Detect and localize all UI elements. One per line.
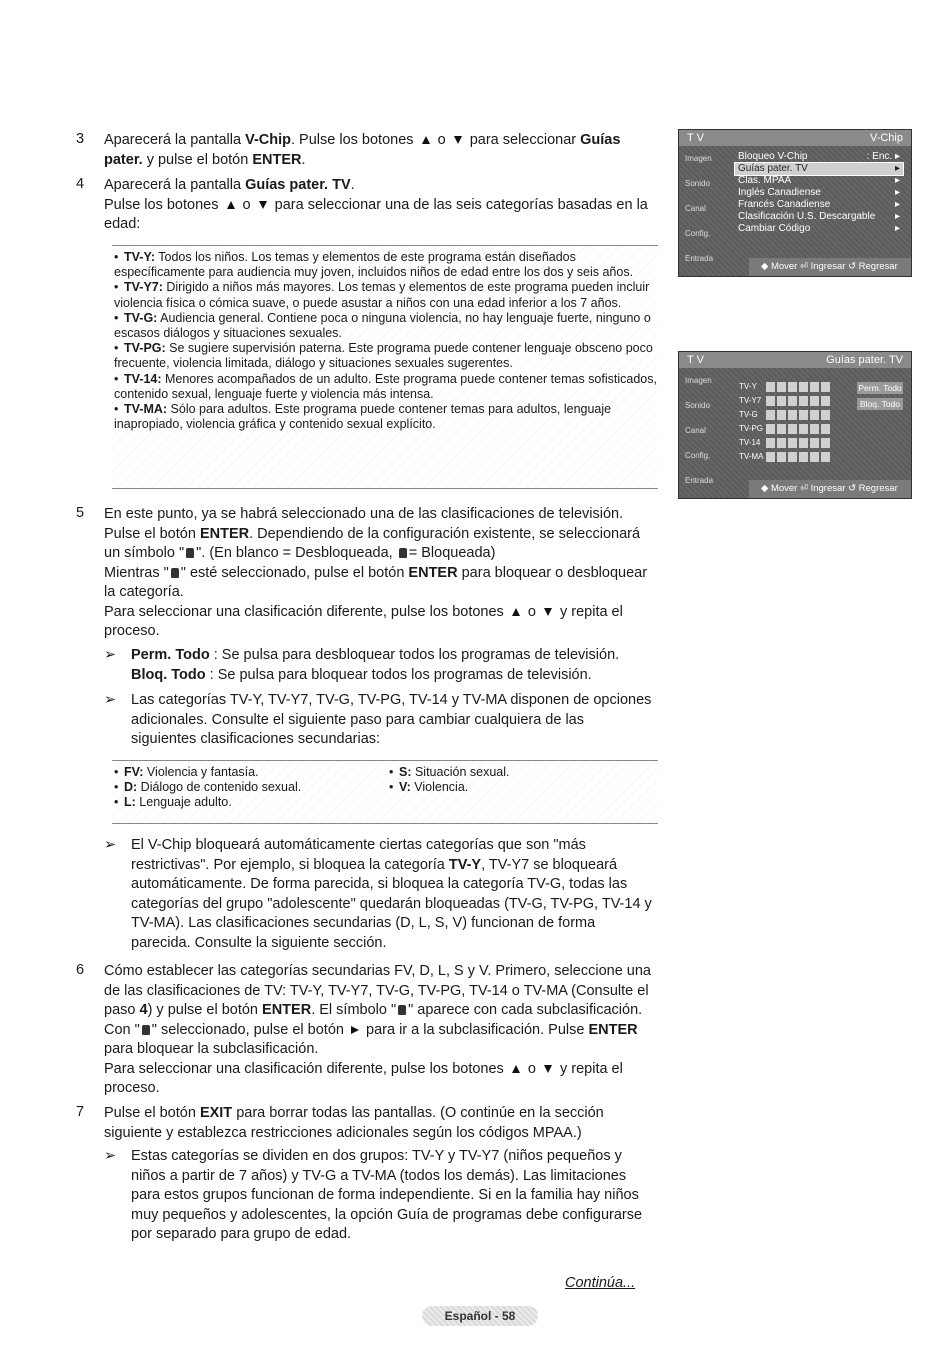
lock-icon [142, 1025, 150, 1035]
sidebar-item: Entrada [685, 254, 714, 263]
arrow-right-icon [351, 1026, 359, 1034]
grid-row: TV-PG [739, 422, 849, 436]
menu-item[interactable]: Cambiar Código ▸ [738, 223, 900, 234]
rating-item: • TV-Y: Todos los niños. Los temas y elementos de este programa están diseñados específicamente para audiencia muy joven, incluidos niños de edad entre los dos y seis años. [114, 250, 634, 280]
parental-guide-screen [678, 351, 912, 499]
rating-item: • TV-Y7: Dirigido a niños más mayores. Los temas y elementos de este programa pueden incluir violencia física o cómica suave, o puede asustar a niños con una edad inferior a los 7 años. [114, 280, 650, 310]
sidebar-item: Sonido [685, 179, 710, 188]
arrow-up-icon [512, 1065, 520, 1073]
arrow-down-icon [544, 1065, 552, 1073]
allow-all-button[interactable]: Perm. Todo [858, 383, 902, 393]
sidebar-item: Canal [685, 204, 706, 213]
step-number: 3 [76, 131, 85, 147]
step-4-text: Aparecerá la pantalla Guías pater. TV. Pulse los botones o para seleccionar una de las seis categorías basadas en la edad: [104, 177, 648, 232]
menu-item[interactable]: Bloqueo V-Chip : Enc. ▸ [738, 151, 900, 162]
lock-icon [171, 568, 179, 578]
menu-item-selected[interactable]: Guías pater. TV ▸ [735, 163, 903, 175]
screen-sidebar [679, 146, 731, 263]
rating-item: • TV-MA: Sólo para adultos. Este programa puede contener temas para adultos, lenguaje inapropiado, violencia gráfica y contenido sexual explícito. [114, 402, 612, 432]
screen-tv-label: T V [687, 132, 704, 144]
block-all-button[interactable]: Bloq. Todo [857, 398, 903, 410]
screen-title: Guías pater. TV [826, 354, 903, 366]
menu-item[interactable]: Francés Canadiense ▸ [738, 199, 900, 210]
note-arrow-icon: ➢ [104, 647, 117, 663]
rating-item: • TV-G: Audiencia general. Contiene poca o ninguna violencia, no hay lenguaje fuerte, ninguno o escasos diálogos y situaciones sexuales. [114, 310, 651, 341]
arrow-up-icon [227, 201, 235, 209]
screen-footer: ◆ Mover ⏎ Ingresar ↺ Regresar [749, 258, 911, 276]
vchip-screen [678, 129, 912, 277]
note-arrow-icon: ➢ [104, 1148, 117, 1164]
note-vchip-auto: ➢ El V-Chip bloqueará automáticamente ciertas categorías que son "más restrictivas". Por ejemplo, si bloquea la categoría TV-Y, TV-Y7 se bloqueará automáticamente. De forma parecida, si bloquea la categoría TV-G, todas las categorías del grupo "adolescente" quedarán bloqueadas (TV-G, TV-PG, TV-14 y TV-MA). Las clasificaciones secundarias (D, L, S, V) funcionan de forma parecida. Consulte la siguiente sección. [104, 837, 652, 951]
grid-row: TV-Y7 [739, 394, 849, 408]
lock-icon [186, 548, 194, 558]
step-6-text: Cómo establecer las categorías secundarias FV, D, L, S y V. Primero, seleccione una de las clasificaciones de TV: TV-Y, TV-Y7, TV-G, TV-PG, TV-14 o TV-MA (Consulte el paso 4) y pulse el botón ENTER. El símbolo " " aparece con cada subclasificación. Con " " seleccionado, pulse el botón para ir a la subclasificación. Pulse ENTER para bloquear la subclasificación. Para seleccionar una clasificación diferente, pulse los botones o y repita el proceso. [104, 963, 651, 1096]
screen-footer: ◆ Mover ⏎ Ingresar ↺ Regresar [749, 480, 911, 498]
sidebar-item: Canal [685, 426, 706, 435]
sidebar-item: Imagen [685, 154, 712, 163]
step-number: 5 [76, 505, 85, 521]
step-number: 6 [76, 962, 85, 978]
grid-row: TV-14 [739, 436, 849, 450]
lock-icon [399, 548, 407, 558]
sidebar-item: Entrada [685, 476, 714, 485]
ratings-box [112, 245, 658, 489]
step-number: 4 [76, 176, 85, 192]
grid-row: TV-G [739, 408, 849, 422]
step-3-text: Aparecerá la pantalla V-Chip. Pulse los botones o para seleccionar Guías pater. y pulse el botón ENTER. [104, 132, 621, 168]
sidebar-item: Imagen [685, 376, 712, 385]
note-perm-bloq: ➢ Perm. Todo : Se pulsa para desbloquear todos los programas de televisión. Bloq. Todo : Se pulsa para bloquear todos los programas de televisión. [104, 647, 620, 683]
step-7-text: Pulse el botón EXIT para borrar todas las pantallas. (O continúe en la sección siguiente y establezca restricciones adicionales según los códigos MPAA.) [104, 1105, 604, 1141]
menu-item[interactable]: Inglés Canadiense ▸ [738, 187, 900, 198]
subratings-box: • FV: Violencia y fantasía. • S: Situación sexual. • D: Diálogo de contenido sexual. • V: Violencia. • L: Lenguaje adulto. [112, 760, 658, 824]
screen-tv-label: T V [687, 354, 704, 366]
arrow-down-icon [259, 201, 267, 209]
arrow-up-icon [512, 608, 520, 616]
lock-icon [398, 1005, 406, 1015]
note-arrow-icon: ➢ [104, 692, 117, 708]
rating-grid [739, 380, 849, 464]
screen-title: V-Chip [869, 132, 903, 144]
vchip-menu [735, 151, 903, 235]
menu-item[interactable]: Clasificación U.S. Descargable ▸ [738, 211, 900, 222]
screen-sidebar [679, 368, 731, 485]
continued-label: Continúa... [565, 1275, 636, 1291]
sidebar-item: Sonido [685, 401, 710, 410]
note-age-groups: ➢ Estas categorías se dividen en dos grupos: TV-Y y TV-Y7 (niños pequeños y niños a partir de 7 años) y TV-G a TV-MA (todos los demás). Las limitaciones para estos grupos funcionan de forma independiente. Si en la familia hay niños muy pequeños y adolescentes, la opción Guía de programas debe configurarse por separado para grupo de edad. [104, 1148, 643, 1242]
arrow-up-icon [422, 136, 430, 144]
menu-item[interactable]: Clas. MPAA ▸ [738, 175, 900, 186]
note-additional-options: ➢ Las categorías TV-Y, TV-Y7, TV-G, TV-PG, TV-14 y TV-MA disponen de opciones adicionales. Consulte el siguiente paso para cambiar cualquiera de las siguientes clasificaciones secundarias: [104, 692, 652, 747]
arrow-down-icon [544, 608, 552, 616]
sidebar-item: Config. [685, 229, 711, 238]
note-arrow-icon: ➢ [104, 837, 117, 853]
step-5-text: En este punto, ya se habrá seleccionado una de las clasificaciones de televisión. Pulse el botón ENTER. Dependiendo de la configuración existente, se seleccionará un símbolo " ". (En blanco = Desbloqueada, = Bloqueada) Mientras " " esté seleccionado, pulse el botón ENTER para bloquear o desbloquear la categoría. Para seleccionar una clasificación diferente, pulse los botones o y repita el proceso. [104, 506, 648, 639]
rating-item: • TV-PG: Se sugiere supervisión paterna. Este programa puede contener lenguaje obsceno poco frecuente, violencia limitada, diálogo y situaciones sexuales sugerentes. [114, 341, 653, 371]
page-number: Español - 58 [422, 1306, 538, 1326]
arrow-down-icon [454, 136, 462, 144]
grid-row: TV-MA [739, 450, 849, 464]
grid-row: TV-Y [739, 380, 849, 394]
sidebar-item: Config. [685, 451, 711, 460]
step-number: 7 [76, 1104, 85, 1120]
rating-item: • TV-14: Menores acompañados de un adulto. Este programa puede contener temas sofisticados, contenido sexual, lenguaje fuerte y violencia más intensa. [114, 371, 657, 401]
